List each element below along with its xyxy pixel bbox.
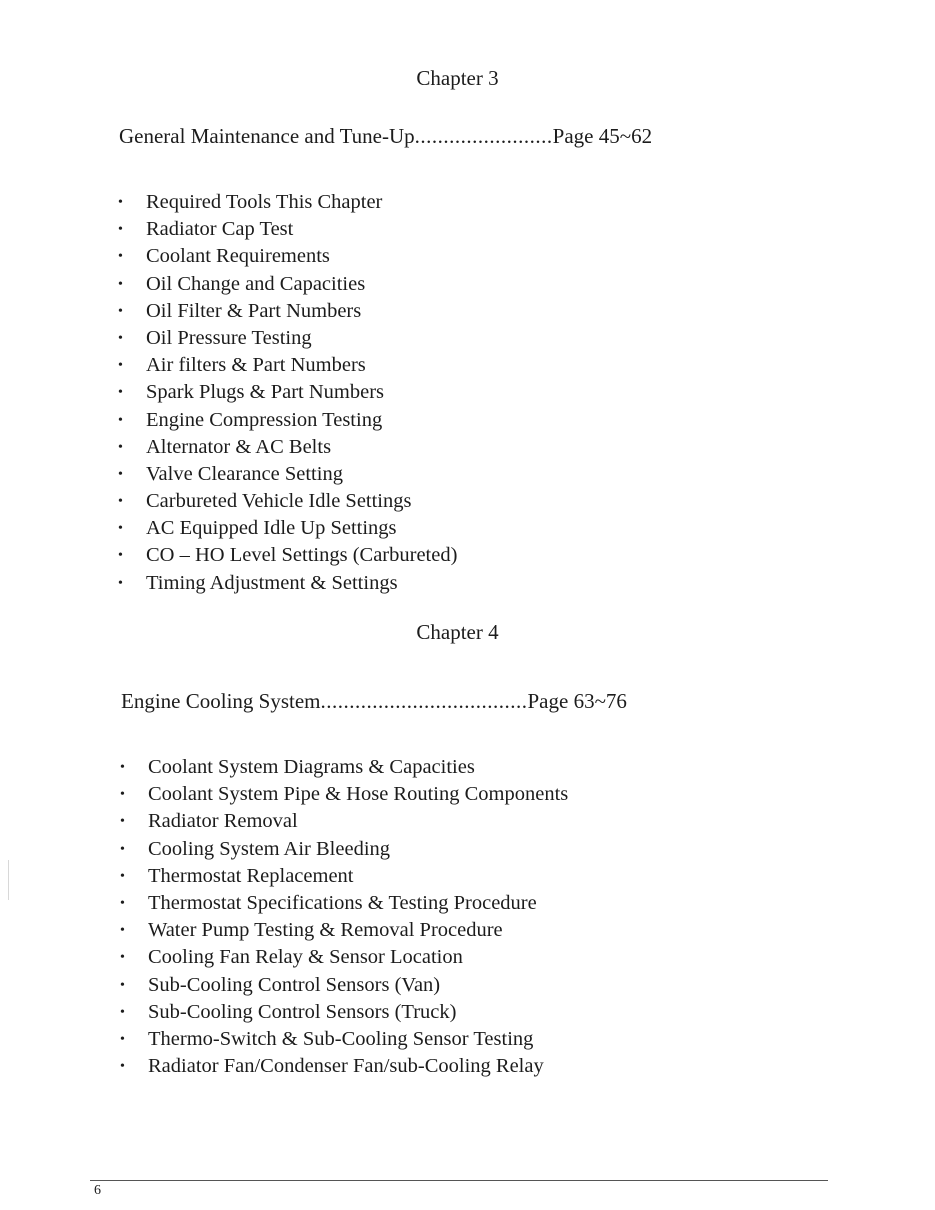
chapter-4-topic-item xyxy=(120,917,568,944)
page-number: 6 xyxy=(94,1183,101,1198)
chapter-3-topic-item-label: Spark Plugs & Part Numbers xyxy=(146,381,385,404)
chapter-3-topic-item xyxy=(118,379,457,406)
chapter-4-topic-item-label: Coolant System Diagrams & Capacities xyxy=(148,756,475,778)
footer-divider xyxy=(90,1180,828,1181)
chapter-4-topic-list xyxy=(120,754,568,1080)
chapter-3-topic-item-label: Engine Compression Testing xyxy=(146,408,383,431)
chapter-4-topic-item-label: Coolant System Pipe & Hose Routing Components xyxy=(148,783,569,806)
chapter-3-topic-item xyxy=(118,488,457,515)
chapter-3-topic-item-label: Valve Clearance Setting xyxy=(146,462,343,485)
chapter-3-topic-item-label: Radiator Cap Test xyxy=(146,218,294,241)
chapter-3-topic-item-label: Required Tools This Chapter xyxy=(146,191,383,213)
bullet-icon: • xyxy=(120,760,125,775)
bullet-icon: • xyxy=(118,303,123,319)
chapter-4-topic-item xyxy=(120,999,568,1026)
chapter-3-topic-item-label: Oil Pressure Testing xyxy=(146,326,312,349)
chapter-3-topic-item-label: CO – HO Level Settings (Carbureted) xyxy=(146,544,458,567)
bullet-icon: • xyxy=(120,787,125,803)
bullet-icon: • xyxy=(120,1059,125,1075)
chapter-4-topic-item xyxy=(120,944,568,971)
bullet-icon: • xyxy=(118,385,123,401)
chapter-3-topic-item xyxy=(118,434,457,461)
chapter-4-topic-item-label: Thermostat Replacement xyxy=(148,864,354,887)
bullet-icon: • xyxy=(120,1004,125,1020)
chapter-3-toc-pages: Page 45~62 xyxy=(552,124,653,148)
chapter-3-topic-item xyxy=(118,325,457,352)
bullet-icon: • xyxy=(118,548,123,564)
chapter-4-toc-pages: Page 63~76 xyxy=(527,689,627,713)
bullet-icon: • xyxy=(118,249,123,265)
chapter-4-topic-item xyxy=(120,1026,568,1053)
chapter-4-topic-item xyxy=(120,836,568,863)
chapter-4-topic-item-label: Radiator Fan/Condenser Fan/sub-Cooling Relay xyxy=(148,1055,544,1078)
bullet-icon: • xyxy=(118,222,123,238)
chapter-4-toc-entry xyxy=(121,689,627,714)
bullet-icon: • xyxy=(118,521,123,537)
bullet-icon: • xyxy=(118,494,123,510)
chapter-3-topic-list xyxy=(118,189,457,597)
chapter-4-toc-title: Engine Cooling System xyxy=(121,689,321,713)
bullet-icon: • xyxy=(120,1031,125,1047)
chapter-4-topic-item-label: Cooling Fan Relay & Sensor Location xyxy=(148,946,463,969)
chapter-4-topic-item xyxy=(120,1053,568,1080)
chapter-3-topic-item xyxy=(118,271,457,298)
chapter-3-topic-item xyxy=(118,461,457,488)
chapter-3-toc-title: General Maintenance and Tune-Up xyxy=(119,124,415,148)
chapter-3-topic-item-label: Coolant Requirements xyxy=(146,245,330,268)
bullet-icon: • xyxy=(120,868,125,884)
chapter-4-topic-item xyxy=(120,890,568,917)
bullet-icon: • xyxy=(120,895,125,911)
bullet-icon: • xyxy=(120,841,125,857)
bullet-icon: • xyxy=(118,439,123,455)
chapter-3-topic-item xyxy=(118,542,457,569)
chapter-3-topic-item xyxy=(118,216,457,243)
chapter-3-topic-item xyxy=(118,407,457,434)
bullet-icon: • xyxy=(118,195,123,210)
bullet-icon: • xyxy=(118,330,123,346)
chapter-3-topic-item-label: Timing Adjustment & Settings xyxy=(146,571,398,594)
chapter-4-topic-item xyxy=(120,754,568,781)
chapter-4-heading: Chapter 4 xyxy=(416,620,499,644)
bullet-icon: • xyxy=(118,276,123,292)
chapter-4-topic-item-label: Cooling System Air Bleeding xyxy=(148,837,391,860)
chapter-3-topic-item xyxy=(118,352,457,379)
bullet-icon: • xyxy=(120,814,125,830)
bullet-icon: • xyxy=(118,412,123,428)
scan-artifact xyxy=(8,860,9,900)
chapter-3-toc-dots: ........................ xyxy=(414,124,553,148)
chapter-4-toc-dots: .................................... xyxy=(320,689,528,713)
chapter-4-topic-item-label: Thermostat Specifications & Testing Procedure xyxy=(148,891,537,914)
chapter-4-topic-item-label: Thermo-Switch & Sub-Cooling Sensor Testing xyxy=(148,1027,534,1050)
bullet-icon: • xyxy=(118,466,123,482)
chapter-4-topic-item xyxy=(120,808,568,835)
chapter-3-topic-item xyxy=(118,298,457,325)
bullet-icon: • xyxy=(120,923,125,939)
chapter-4-topic-item-label: Sub-Cooling Control Sensors (Truck) xyxy=(148,1000,457,1023)
chapter-3-heading: Chapter 3 xyxy=(416,66,499,90)
chapter-3-topic-item-label: Carbureted Vehicle Idle Settings xyxy=(146,490,412,513)
chapter-4-topic-item xyxy=(120,781,568,808)
chapter-3-toc-entry xyxy=(119,124,652,149)
chapter-4-topic-item-label: Sub-Cooling Control Sensors (Van) xyxy=(148,973,441,996)
chapter-4-topic-item-label: Water Pump Testing & Removal Procedure xyxy=(148,919,503,942)
chapter-3-topic-item xyxy=(118,515,457,542)
bullet-icon: • xyxy=(120,950,125,966)
chapter-3-topic-item xyxy=(118,189,457,216)
chapter-3-topic-item-label: Alternator & AC Belts xyxy=(146,435,332,458)
chapter-4-topic-item-label: Radiator Removal xyxy=(148,810,298,833)
chapter-3-topic-item-label: Air filters & Part Numbers xyxy=(146,354,366,377)
bullet-icon: • xyxy=(118,575,123,591)
bullet-icon: • xyxy=(118,358,123,374)
chapter-3-topic-item-label: Oil Filter & Part Numbers xyxy=(146,299,362,322)
chapter-3-topic-item xyxy=(118,243,457,270)
chapter-4-topic-item xyxy=(120,863,568,890)
chapter-3-topic-item xyxy=(118,570,457,597)
bullet-icon: • xyxy=(120,977,125,993)
chapter-3-topic-item-label: AC Equipped Idle Up Settings xyxy=(146,517,397,540)
chapter-3-topic-item-label: Oil Change and Capacities xyxy=(146,272,366,295)
chapter-4-topic-item xyxy=(120,972,568,999)
